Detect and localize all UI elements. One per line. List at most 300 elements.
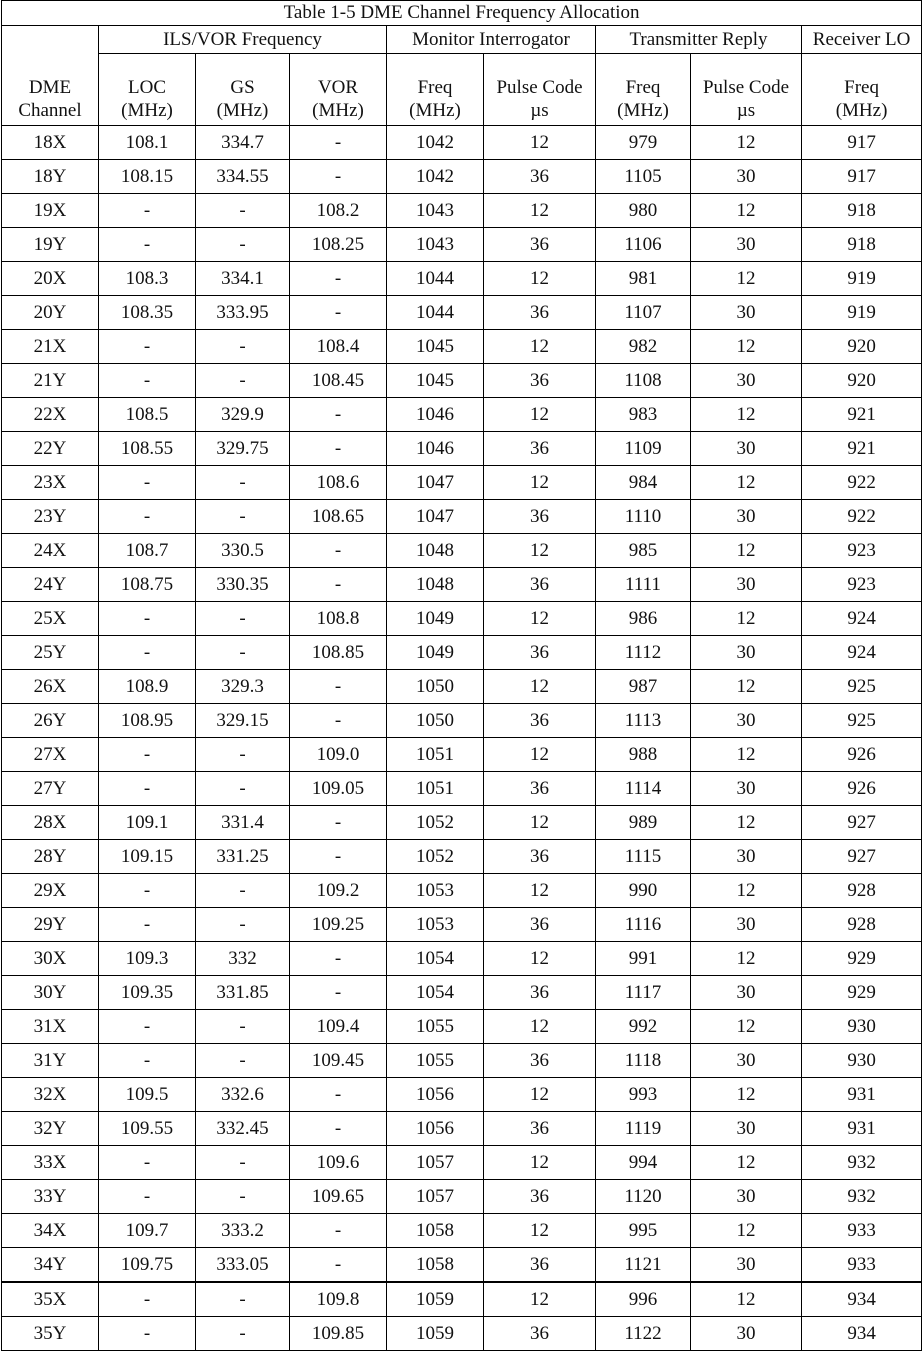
- cell-transmitter-pulse-code: 12: [691, 806, 802, 840]
- cell-transmitter-pulse-code: 30: [691, 1044, 802, 1078]
- header-receiver-freq-line1: Freq: [844, 77, 879, 98]
- cell-transmitter-freq: 984: [596, 466, 691, 500]
- cell-transmitter-pulse-code: 30: [691, 296, 802, 330]
- cell-loc: -: [99, 1282, 196, 1317]
- cell-transmitter-freq: 1120: [596, 1180, 691, 1214]
- cell-channel: 26Y: [2, 704, 99, 738]
- cell-monitor-freq: 1052: [387, 840, 484, 874]
- cell-vor: -: [290, 670, 387, 704]
- table-row: [2, 670, 922, 704]
- cell-loc: -: [99, 874, 196, 908]
- cell-loc: -: [99, 1010, 196, 1044]
- cell-gs: 331.25: [196, 840, 290, 874]
- cell-gs: 330.35: [196, 568, 290, 602]
- header-transmitter-pulse-line1: Pulse Code: [702, 77, 790, 98]
- cell-channel: 27X: [2, 738, 99, 772]
- cell-transmitter-pulse-code: 12: [691, 738, 802, 772]
- cell-transmitter-freq: 981: [596, 262, 691, 296]
- cell-channel: 20X: [2, 262, 99, 296]
- cell-transmitter-freq: 1111: [596, 568, 691, 602]
- cell-loc: -: [99, 500, 196, 534]
- cell-monitor-pulse-code: 36: [484, 1112, 596, 1146]
- cell-monitor-pulse-code: 12: [484, 1146, 596, 1180]
- cell-gs: -: [196, 908, 290, 942]
- cell-gs: 329.9: [196, 398, 290, 432]
- cell-channel: 28Y: [2, 840, 99, 874]
- cell-loc: 108.15: [99, 160, 196, 194]
- cell-gs: 334.55: [196, 160, 290, 194]
- cell-channel: 32Y: [2, 1112, 99, 1146]
- cell-vor: -: [290, 160, 387, 194]
- table-row: [2, 1112, 922, 1146]
- cell-monitor-freq: 1044: [387, 296, 484, 330]
- cell-transmitter-pulse-code: 30: [691, 1317, 802, 1351]
- cell-transmitter-pulse-code: 30: [691, 568, 802, 602]
- cell-monitor-freq: 1049: [387, 636, 484, 670]
- header-dme-channel: [2, 26, 99, 126]
- cell-gs: -: [196, 500, 290, 534]
- cell-vor: 108.2: [290, 194, 387, 228]
- cell-channel: 27Y: [2, 772, 99, 806]
- cell-monitor-pulse-code: 36: [484, 1317, 596, 1351]
- table-row: [2, 840, 922, 874]
- table-row: [2, 602, 922, 636]
- cell-monitor-pulse-code: 12: [484, 534, 596, 568]
- cell-channel: 19X: [2, 194, 99, 228]
- cell-channel: 31X: [2, 1010, 99, 1044]
- cell-channel: 35X: [2, 1282, 99, 1317]
- cell-vor: 109.25: [290, 908, 387, 942]
- cell-monitor-freq: 1049: [387, 602, 484, 636]
- cell-channel: 29X: [2, 874, 99, 908]
- cell-gs: -: [196, 330, 290, 364]
- cell-receiver-freq: 925: [802, 704, 922, 738]
- table-row: [2, 364, 922, 398]
- cell-monitor-freq: 1046: [387, 432, 484, 466]
- cell-transmitter-freq: 1118: [596, 1044, 691, 1078]
- cell-transmitter-freq: 991: [596, 942, 691, 976]
- cell-monitor-pulse-code: 36: [484, 432, 596, 466]
- header-monitor-freq-line1: Freq: [417, 77, 453, 98]
- cell-transmitter-pulse-code: 30: [691, 500, 802, 534]
- table-row: [2, 1317, 922, 1351]
- cell-monitor-freq: 1053: [387, 874, 484, 908]
- cell-vor: -: [290, 398, 387, 432]
- cell-monitor-pulse-code: 36: [484, 704, 596, 738]
- cell-monitor-pulse-code: 12: [484, 670, 596, 704]
- cell-channel: 25X: [2, 602, 99, 636]
- table-row: [2, 1180, 922, 1214]
- cell-transmitter-freq: 992: [596, 1010, 691, 1044]
- cell-loc: 109.7: [99, 1214, 196, 1248]
- cell-gs: -: [196, 1010, 290, 1044]
- table-row: [2, 500, 922, 534]
- cell-transmitter-freq: 996: [596, 1282, 691, 1317]
- table-row: [2, 534, 922, 568]
- group-monitor-interrogator: Monitor Interrogator: [387, 26, 596, 54]
- cell-channel: 23Y: [2, 500, 99, 534]
- table-title: Table 1-5 DME Channel Frequency Allocation: [2, 1, 922, 26]
- cell-vor: 109.8: [290, 1282, 387, 1317]
- cell-transmitter-pulse-code: 30: [691, 840, 802, 874]
- table-row: [2, 432, 922, 466]
- cell-receiver-freq: 920: [802, 330, 922, 364]
- cell-transmitter-pulse-code: 30: [691, 636, 802, 670]
- cell-receiver-freq: 919: [802, 296, 922, 330]
- cell-monitor-freq: 1057: [387, 1180, 484, 1214]
- cell-transmitter-freq: 1110: [596, 500, 691, 534]
- cell-receiver-freq: 923: [802, 568, 922, 602]
- cell-gs: 329.3: [196, 670, 290, 704]
- cell-receiver-freq: 929: [802, 976, 922, 1010]
- header-transmitter-pulse-code: [691, 54, 802, 126]
- cell-monitor-freq: 1054: [387, 942, 484, 976]
- table-row: [2, 1214, 922, 1248]
- cell-receiver-freq: 920: [802, 364, 922, 398]
- cell-monitor-freq: 1043: [387, 228, 484, 262]
- cell-transmitter-pulse-code: 12: [691, 1214, 802, 1248]
- header-monitor-pulse-line1: Pulse Code: [496, 77, 583, 98]
- cell-vor: -: [290, 806, 387, 840]
- cell-loc: 108.1: [99, 126, 196, 160]
- cell-monitor-pulse-code: 36: [484, 772, 596, 806]
- cell-channel: 18Y: [2, 160, 99, 194]
- cell-transmitter-pulse-code: 12: [691, 1146, 802, 1180]
- cell-monitor-freq: 1051: [387, 772, 484, 806]
- cell-receiver-freq: 917: [802, 126, 922, 160]
- cell-channel: 21X: [2, 330, 99, 364]
- cell-transmitter-freq: 979: [596, 126, 691, 160]
- cell-gs: -: [196, 636, 290, 670]
- cell-gs: 333.2: [196, 1214, 290, 1248]
- cell-transmitter-freq: 1121: [596, 1248, 691, 1283]
- cell-vor: -: [290, 1112, 387, 1146]
- cell-gs: 329.75: [196, 432, 290, 466]
- dme-frequency-table: [1, 0, 922, 1351]
- cell-loc: 109.5: [99, 1078, 196, 1112]
- cell-monitor-freq: 1056: [387, 1112, 484, 1146]
- cell-gs: 330.5: [196, 534, 290, 568]
- header-vor: [290, 54, 387, 126]
- header-transmitter-freq-line1: Freq: [625, 77, 661, 98]
- cell-monitor-freq: 1043: [387, 194, 484, 228]
- cell-transmitter-pulse-code: 12: [691, 1282, 802, 1317]
- cell-loc: -: [99, 738, 196, 772]
- cell-monitor-pulse-code: 36: [484, 364, 596, 398]
- cell-gs: 333.95: [196, 296, 290, 330]
- cell-monitor-pulse-code: 36: [484, 296, 596, 330]
- cell-vor: -: [290, 704, 387, 738]
- header-channel-line1: DME: [28, 77, 72, 98]
- cell-transmitter-freq: 1119: [596, 1112, 691, 1146]
- cell-gs: 334.7: [196, 126, 290, 160]
- cell-monitor-pulse-code: 36: [484, 228, 596, 262]
- cell-gs: -: [196, 602, 290, 636]
- cell-channel: 34X: [2, 1214, 99, 1248]
- cell-transmitter-pulse-code: 12: [691, 1010, 802, 1044]
- table-row: [2, 908, 922, 942]
- table-row: [2, 1248, 922, 1283]
- cell-transmitter-pulse-code: 30: [691, 1180, 802, 1214]
- cell-gs: 331.4: [196, 806, 290, 840]
- table-row: [2, 874, 922, 908]
- table-row: [2, 398, 922, 432]
- cell-transmitter-pulse-code: 12: [691, 466, 802, 500]
- cell-loc: 109.3: [99, 942, 196, 976]
- table-row: [2, 1146, 922, 1180]
- cell-transmitter-pulse-code: 30: [691, 364, 802, 398]
- header-transmitter-pulse-line2: µs: [736, 100, 756, 121]
- table-row: [2, 568, 922, 602]
- cell-transmitter-freq: 982: [596, 330, 691, 364]
- cell-transmitter-pulse-code: 30: [691, 908, 802, 942]
- cell-channel: 33X: [2, 1146, 99, 1180]
- cell-gs: 332.45: [196, 1112, 290, 1146]
- cell-monitor-pulse-code: 36: [484, 636, 596, 670]
- cell-vor: 109.4: [290, 1010, 387, 1044]
- header-gs: [196, 54, 290, 126]
- cell-gs: -: [196, 1180, 290, 1214]
- cell-vor: -: [290, 126, 387, 160]
- cell-vor: 108.8: [290, 602, 387, 636]
- header-channel-line2: Channel: [18, 100, 82, 121]
- cell-transmitter-freq: 1108: [596, 364, 691, 398]
- header-transmitter-freq: [596, 54, 691, 126]
- cell-channel: 35Y: [2, 1317, 99, 1351]
- cell-loc: 108.35: [99, 296, 196, 330]
- cell-channel: 19Y: [2, 228, 99, 262]
- table-row: [2, 1010, 922, 1044]
- cell-vor: 108.45: [290, 364, 387, 398]
- cell-transmitter-freq: 994: [596, 1146, 691, 1180]
- cell-monitor-freq: 1059: [387, 1282, 484, 1317]
- cell-monitor-pulse-code: 12: [484, 806, 596, 840]
- group-ils-vor: ILS/VOR Frequency: [99, 26, 387, 54]
- table-row: [2, 636, 922, 670]
- cell-loc: 109.1: [99, 806, 196, 840]
- cell-transmitter-freq: 983: [596, 398, 691, 432]
- cell-loc: 109.55: [99, 1112, 196, 1146]
- cell-vor: -: [290, 1214, 387, 1248]
- cell-receiver-freq: 931: [802, 1112, 922, 1146]
- cell-channel: 26X: [2, 670, 99, 704]
- cell-monitor-freq: 1050: [387, 670, 484, 704]
- cell-channel: 25Y: [2, 636, 99, 670]
- cell-channel: 18X: [2, 126, 99, 160]
- cell-vor: 109.2: [290, 874, 387, 908]
- cell-receiver-freq: 933: [802, 1214, 922, 1248]
- cell-receiver-freq: 932: [802, 1146, 922, 1180]
- cell-gs: 333.05: [196, 1248, 290, 1283]
- cell-vor: 109.05: [290, 772, 387, 806]
- table-row: [2, 942, 922, 976]
- cell-transmitter-freq: 980: [596, 194, 691, 228]
- cell-vor: 109.6: [290, 1146, 387, 1180]
- cell-gs: -: [196, 874, 290, 908]
- cell-channel: 20Y: [2, 296, 99, 330]
- group-receiver-lo: Receiver LO: [802, 26, 922, 54]
- cell-loc: 108.75: [99, 568, 196, 602]
- cell-loc: -: [99, 1146, 196, 1180]
- header-receiver-freq-line2: (MHz): [835, 100, 888, 121]
- cell-transmitter-freq: 1107: [596, 296, 691, 330]
- table-row: [2, 296, 922, 330]
- header-gs-line1: GS: [230, 77, 255, 98]
- cell-gs: -: [196, 1282, 290, 1317]
- cell-loc: -: [99, 466, 196, 500]
- cell-transmitter-pulse-code: 30: [691, 704, 802, 738]
- cell-vor: -: [290, 432, 387, 466]
- cell-loc: -: [99, 194, 196, 228]
- cell-loc: 108.3: [99, 262, 196, 296]
- header-transmitter-freq-line2: (MHz): [617, 100, 669, 121]
- cell-receiver-freq: 919: [802, 262, 922, 296]
- cell-receiver-freq: 921: [802, 432, 922, 466]
- header-monitor-pulse-line2: µs: [530, 100, 549, 121]
- table-row: [2, 1044, 922, 1078]
- cell-monitor-pulse-code: 12: [484, 126, 596, 160]
- cell-transmitter-freq: 986: [596, 602, 691, 636]
- cell-monitor-freq: 1042: [387, 126, 484, 160]
- cell-receiver-freq: 932: [802, 1180, 922, 1214]
- cell-monitor-pulse-code: 36: [484, 160, 596, 194]
- cell-loc: -: [99, 602, 196, 636]
- cell-transmitter-pulse-code: 12: [691, 1078, 802, 1112]
- cell-transmitter-pulse-code: 30: [691, 228, 802, 262]
- cell-transmitter-pulse-code: 30: [691, 976, 802, 1010]
- cell-transmitter-freq: 988: [596, 738, 691, 772]
- cell-monitor-pulse-code: 36: [484, 500, 596, 534]
- cell-loc: 109.75: [99, 1248, 196, 1283]
- table-row: [2, 228, 922, 262]
- cell-monitor-pulse-code: 12: [484, 874, 596, 908]
- cell-transmitter-pulse-code: 12: [691, 194, 802, 228]
- header-gs-line2: (MHz): [216, 100, 269, 121]
- cell-loc: -: [99, 1044, 196, 1078]
- cell-transmitter-freq: 1109: [596, 432, 691, 466]
- cell-monitor-pulse-code: 36: [484, 976, 596, 1010]
- cell-transmitter-pulse-code: 12: [691, 602, 802, 636]
- cell-receiver-freq: 925: [802, 670, 922, 704]
- cell-vor: 108.6: [290, 466, 387, 500]
- cell-transmitter-freq: 1117: [596, 976, 691, 1010]
- cell-receiver-freq: 917: [802, 160, 922, 194]
- cell-transmitter-freq: 1112: [596, 636, 691, 670]
- header-vor-line2: (MHz): [312, 100, 364, 121]
- cell-vor: 108.25: [290, 228, 387, 262]
- cell-vor: -: [290, 840, 387, 874]
- cell-monitor-freq: 1054: [387, 976, 484, 1010]
- table-row: [2, 330, 922, 364]
- cell-monitor-freq: 1047: [387, 466, 484, 500]
- cell-transmitter-pulse-code: 12: [691, 330, 802, 364]
- cell-transmitter-freq: 1106: [596, 228, 691, 262]
- cell-monitor-freq: 1047: [387, 500, 484, 534]
- table-row: [2, 772, 922, 806]
- cell-transmitter-pulse-code: 30: [691, 772, 802, 806]
- cell-loc: -: [99, 636, 196, 670]
- cell-transmitter-freq: 990: [596, 874, 691, 908]
- cell-channel: 28X: [2, 806, 99, 840]
- cell-channel: 34Y: [2, 1248, 99, 1283]
- cell-vor: -: [290, 296, 387, 330]
- cell-transmitter-pulse-code: 12: [691, 262, 802, 296]
- cell-monitor-pulse-code: 36: [484, 1180, 596, 1214]
- cell-channel: 22X: [2, 398, 99, 432]
- cell-monitor-pulse-code: 36: [484, 908, 596, 942]
- cell-receiver-freq: 930: [802, 1044, 922, 1078]
- cell-monitor-freq: 1046: [387, 398, 484, 432]
- cell-vor: 109.45: [290, 1044, 387, 1078]
- cell-monitor-pulse-code: 12: [484, 602, 596, 636]
- cell-vor: -: [290, 976, 387, 1010]
- cell-receiver-freq: 934: [802, 1317, 922, 1351]
- cell-loc: -: [99, 364, 196, 398]
- cell-monitor-freq: 1059: [387, 1317, 484, 1351]
- cell-monitor-pulse-code: 12: [484, 330, 596, 364]
- cell-channel: 30Y: [2, 976, 99, 1010]
- cell-receiver-freq: 921: [802, 398, 922, 432]
- table-row: [2, 1078, 922, 1112]
- cell-gs: -: [196, 1044, 290, 1078]
- table-row: [2, 704, 922, 738]
- cell-monitor-freq: 1057: [387, 1146, 484, 1180]
- cell-vor: -: [290, 1078, 387, 1112]
- cell-receiver-freq: 922: [802, 500, 922, 534]
- cell-gs: 329.15: [196, 704, 290, 738]
- cell-monitor-freq: 1056: [387, 1078, 484, 1112]
- cell-receiver-freq: 924: [802, 636, 922, 670]
- cell-receiver-freq: 928: [802, 874, 922, 908]
- cell-vor: 109.0: [290, 738, 387, 772]
- cell-loc: 109.35: [99, 976, 196, 1010]
- cell-transmitter-pulse-code: 12: [691, 670, 802, 704]
- cell-channel: 24Y: [2, 568, 99, 602]
- cell-transmitter-freq: 995: [596, 1214, 691, 1248]
- group-transmitter-reply: Transmitter Reply: [596, 26, 802, 54]
- table-row: [2, 738, 922, 772]
- cell-transmitter-freq: 1116: [596, 908, 691, 942]
- cell-receiver-freq: 927: [802, 806, 922, 840]
- cell-monitor-pulse-code: 12: [484, 1078, 596, 1112]
- cell-receiver-freq: 930: [802, 1010, 922, 1044]
- cell-transmitter-pulse-code: 12: [691, 126, 802, 160]
- cell-loc: 108.7: [99, 534, 196, 568]
- cell-receiver-freq: 934: [802, 1282, 922, 1317]
- cell-loc: -: [99, 772, 196, 806]
- cell-vor: -: [290, 262, 387, 296]
- cell-vor: -: [290, 568, 387, 602]
- header-monitor-pulse-code: [484, 54, 596, 126]
- cell-receiver-freq: 926: [802, 772, 922, 806]
- table-row: [2, 126, 922, 160]
- cell-transmitter-pulse-code: 30: [691, 432, 802, 466]
- cell-monitor-pulse-code: 12: [484, 942, 596, 976]
- cell-channel: 21Y: [2, 364, 99, 398]
- cell-loc: 109.15: [99, 840, 196, 874]
- cell-loc: 108.95: [99, 704, 196, 738]
- cell-monitor-freq: 1053: [387, 908, 484, 942]
- cell-monitor-pulse-code: 12: [484, 1010, 596, 1044]
- cell-gs: 332: [196, 942, 290, 976]
- cell-transmitter-freq: 1115: [596, 840, 691, 874]
- header-vor-line1: VOR: [317, 77, 359, 98]
- cell-gs: -: [196, 1146, 290, 1180]
- cell-gs: 331.85: [196, 976, 290, 1010]
- cell-channel: 33Y: [2, 1180, 99, 1214]
- cell-loc: -: [99, 330, 196, 364]
- cell-monitor-pulse-code: 12: [484, 262, 596, 296]
